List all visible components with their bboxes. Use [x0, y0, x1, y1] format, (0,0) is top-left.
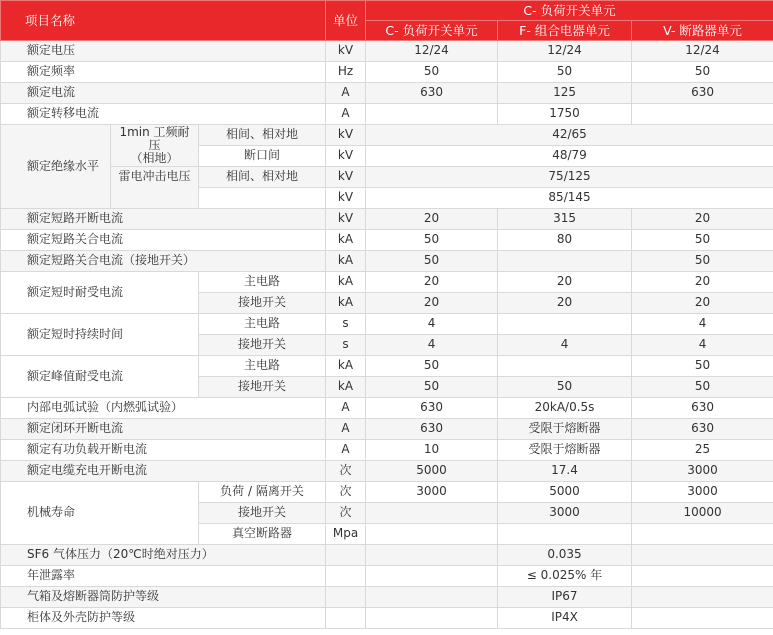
value-v: 50	[632, 356, 773, 377]
table-row	[1, 83, 773, 104]
row-unit: kA	[326, 356, 366, 377]
power-frequency-line2: （相地）	[130, 151, 179, 166]
value-v: 4	[632, 314, 773, 335]
value-f: 受限于熔断器	[498, 419, 632, 440]
row-unit: s	[326, 314, 366, 335]
value-f	[498, 314, 632, 335]
row-group-name: 额定短时耐受电流	[1, 272, 199, 314]
value-f: 20kA/0.5s	[498, 398, 632, 419]
value-c: 50	[366, 251, 498, 272]
sub-item: 相间、相对地	[199, 167, 326, 188]
value-c	[366, 566, 498, 587]
table-row	[1, 167, 773, 188]
value-f	[498, 251, 632, 272]
sub-item: 真空断路器	[199, 524, 326, 545]
sub-item: 接地开关	[199, 377, 326, 398]
value-f: 受限于熔断器	[498, 440, 632, 461]
row-unit: kA	[326, 251, 366, 272]
row-name: 内部电弧试验（内燃弧试验）	[1, 398, 326, 419]
power-frequency-label	[111, 125, 199, 167]
row-name: 柜体及外壳防护等级	[1, 608, 326, 629]
value-f: 3000	[498, 503, 632, 524]
header-item-name: 项目名称	[1, 1, 326, 41]
value-v: 630	[632, 419, 773, 440]
row-unit	[326, 545, 366, 566]
lightning-impulse-label: 雷电冲击电压	[111, 167, 199, 209]
table-row	[1, 587, 773, 608]
row-unit: 次	[326, 482, 366, 503]
insulation-level-label: 额定绝缘水平	[1, 125, 111, 209]
value-v: 20	[632, 272, 773, 293]
value-c: 630	[366, 83, 498, 104]
value-c: 12/24	[366, 41, 498, 62]
table-row	[1, 398, 773, 419]
sub-item: 断口间	[199, 146, 326, 167]
row-unit: A	[326, 419, 366, 440]
value-c: 20	[366, 209, 498, 230]
value-merged: 75/125	[366, 167, 773, 188]
row-unit: kV	[326, 209, 366, 230]
row-name: 额定有功负载开断电流	[1, 440, 326, 461]
value-c	[366, 503, 498, 524]
row-unit: 次	[326, 461, 366, 482]
row-unit: kV	[326, 167, 366, 188]
value-v	[632, 545, 773, 566]
row-unit: kV	[326, 146, 366, 167]
value-f: 50	[498, 377, 632, 398]
row-name: 额定闭环开断电流	[1, 419, 326, 440]
row-unit: A	[326, 104, 366, 125]
row-unit: s	[326, 335, 366, 356]
row-unit: kA	[326, 230, 366, 251]
table-row	[1, 566, 773, 587]
table-row	[1, 41, 773, 62]
value-v: 50	[632, 62, 773, 83]
value-c: 4	[366, 314, 498, 335]
table-row	[1, 461, 773, 482]
value-v	[632, 608, 773, 629]
value-c	[366, 608, 498, 629]
row-name: 额定电压	[1, 41, 326, 62]
value-f: 125	[498, 83, 632, 104]
row-name: 额定短路关合电流	[1, 230, 326, 251]
value-c	[366, 587, 498, 608]
header-col-v: V- 断路器单元	[632, 21, 773, 41]
value-c: 5000	[366, 461, 498, 482]
row-unit: kV	[326, 125, 366, 146]
table-row	[1, 251, 773, 272]
sub-item: 接地开关	[199, 503, 326, 524]
row-unit: Hz	[326, 62, 366, 83]
value-c: 4	[366, 335, 498, 356]
sub-item: 主电路	[199, 314, 326, 335]
value-v	[632, 587, 773, 608]
value-c: 20	[366, 272, 498, 293]
row-unit: A	[326, 398, 366, 419]
table-row	[1, 419, 773, 440]
table-row	[1, 545, 773, 566]
sub-item: 主电路	[199, 356, 326, 377]
value-c	[366, 524, 498, 545]
row-unit	[326, 608, 366, 629]
row-unit: kA	[326, 293, 366, 314]
row-unit: A	[326, 83, 366, 104]
row-unit	[326, 566, 366, 587]
row-name: 额定频率	[1, 62, 326, 83]
row-name: 额定短路关合电流（接地开关）	[1, 251, 326, 272]
row-unit	[326, 587, 366, 608]
value-c	[366, 545, 498, 566]
value-f	[498, 524, 632, 545]
row-group-name: 机械寿命	[1, 482, 199, 545]
sub-item	[199, 188, 326, 209]
value-c: 630	[366, 419, 498, 440]
table-row	[1, 356, 773, 377]
value-f: 4	[498, 335, 632, 356]
table-row	[1, 608, 773, 629]
value-c: 10	[366, 440, 498, 461]
value-c	[366, 104, 498, 125]
table-row	[1, 440, 773, 461]
row-unit: 次	[326, 503, 366, 524]
table-row	[1, 209, 773, 230]
row-group-name: 额定峰值耐受电流	[1, 356, 199, 398]
value-v: 25	[632, 440, 773, 461]
row-unit: kA	[326, 272, 366, 293]
value-f: 1750	[498, 104, 632, 125]
row-name: SF6 气体压力（20℃时绝对压力）	[1, 545, 326, 566]
value-f: 20	[498, 272, 632, 293]
value-f: 315	[498, 209, 632, 230]
value-v: 630	[632, 83, 773, 104]
value-v: 3000	[632, 482, 773, 503]
value-merged: 42/65	[366, 125, 773, 146]
row-name: 额定电缆充电开断电流	[1, 461, 326, 482]
value-v	[632, 104, 773, 125]
value-v: 630	[632, 398, 773, 419]
value-f: 5000	[498, 482, 632, 503]
value-f: 50	[498, 62, 632, 83]
power-frequency-line1: 1min 工频耐压	[119, 124, 190, 152]
row-name: 额定短路开断电流	[1, 209, 326, 230]
table-row	[1, 482, 773, 503]
value-c: 630	[366, 398, 498, 419]
value-c: 50	[366, 377, 498, 398]
value-f	[498, 356, 632, 377]
value-v: 3000	[632, 461, 773, 482]
value-c: 3000	[366, 482, 498, 503]
row-unit: kV	[326, 41, 366, 62]
value-f: 12/24	[498, 41, 632, 62]
row-unit: kV	[326, 188, 366, 209]
row-name: 额定转移电流	[1, 104, 326, 125]
table-row	[1, 125, 773, 146]
sub-item: 接地开关	[199, 335, 326, 356]
row-name: 额定电流	[1, 83, 326, 104]
value-f: ≤ 0.025% 年	[498, 566, 632, 587]
table-row	[1, 104, 773, 125]
value-v: 20	[632, 209, 773, 230]
row-unit: kA	[326, 377, 366, 398]
value-v: 50	[632, 251, 773, 272]
row-name: 年泄露率	[1, 566, 326, 587]
value-v: 20	[632, 293, 773, 314]
sub-item: 主电路	[199, 272, 326, 293]
table-row	[1, 62, 773, 83]
value-v: 10000	[632, 503, 773, 524]
value-v	[632, 566, 773, 587]
value-c: 50	[366, 356, 498, 377]
header-unit: 单位	[326, 1, 366, 41]
sub-item: 负荷 / 隔离开关	[199, 482, 326, 503]
value-v: 12/24	[632, 41, 773, 62]
value-c: 20	[366, 293, 498, 314]
table-row	[1, 314, 773, 335]
header-col-f: F- 组合电器单元	[498, 21, 632, 41]
value-c: 50	[366, 230, 498, 251]
value-merged: 85/145	[366, 188, 773, 209]
header-col-c: C- 负荷开关单元	[366, 21, 498, 41]
value-merged: 48/79	[366, 146, 773, 167]
value-f: 80	[498, 230, 632, 251]
row-unit: A	[326, 440, 366, 461]
value-v	[632, 524, 773, 545]
row-name: 气箱及熔断器筒防护等级	[1, 587, 326, 608]
value-f: IP67	[498, 587, 632, 608]
value-v: 4	[632, 335, 773, 356]
value-v: 50	[632, 377, 773, 398]
value-f: 20	[498, 293, 632, 314]
row-unit: Mpa	[326, 524, 366, 545]
value-f: 0.035	[498, 545, 632, 566]
row-group-name: 额定短时持续时间	[1, 314, 199, 356]
table-row	[1, 230, 773, 251]
value-v: 50	[632, 230, 773, 251]
value-f: 17.4	[498, 461, 632, 482]
sub-item: 接地开关	[199, 293, 326, 314]
header-group: C- 负荷开关单元	[366, 1, 773, 21]
table-row	[1, 272, 773, 293]
value-f: IP4X	[498, 608, 632, 629]
value-c: 50	[366, 62, 498, 83]
sub-item: 相间、相对地	[199, 125, 326, 146]
